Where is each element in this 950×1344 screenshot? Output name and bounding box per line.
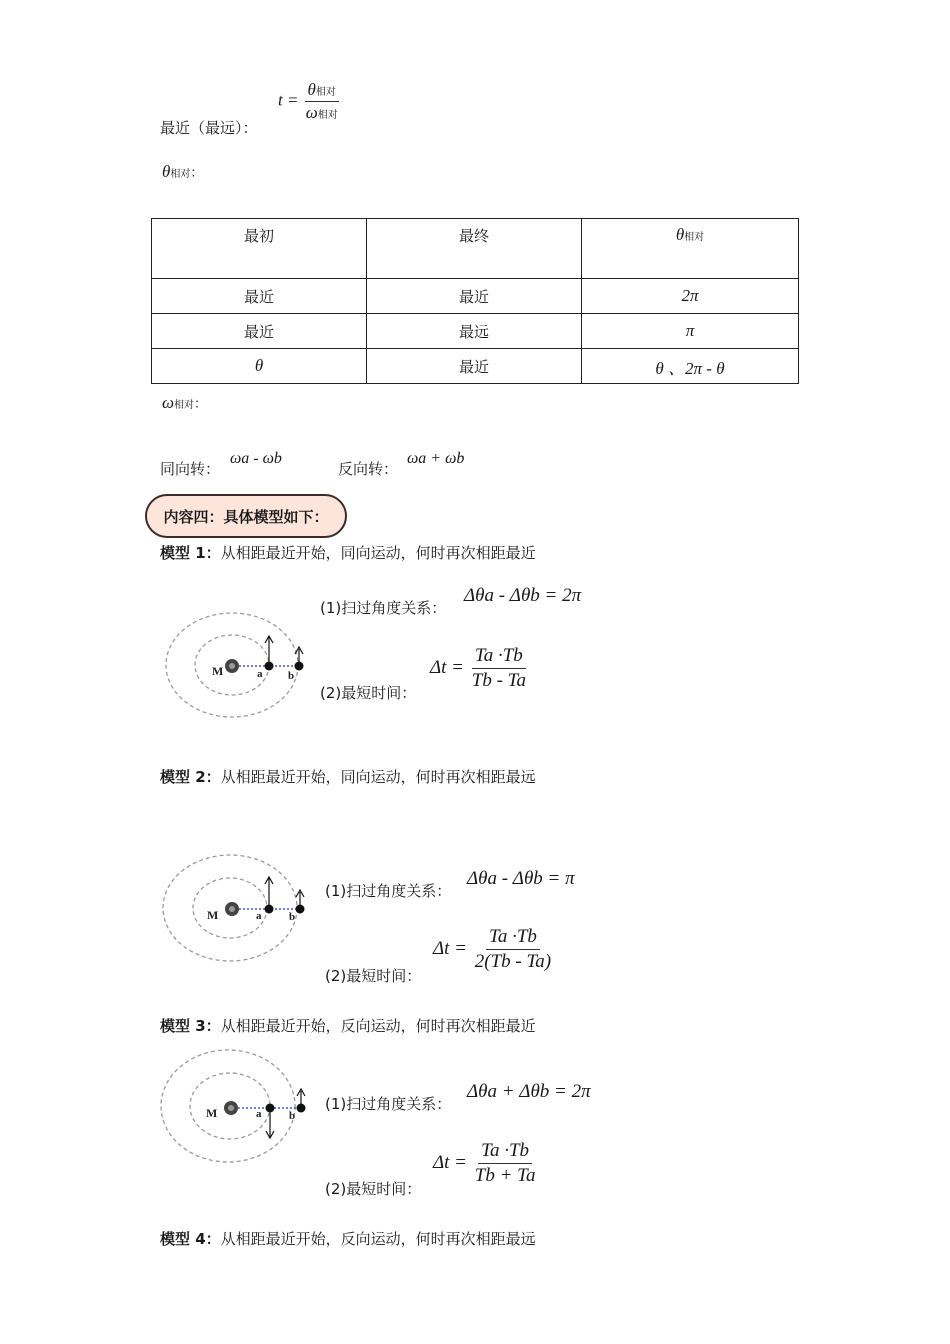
orbit-diagram-1 (160, 600, 320, 725)
satellite-a-label: a (257, 668, 263, 680)
satellite-a (265, 662, 274, 671)
table-cell: 最近 (367, 349, 582, 384)
model-1-step1-formula: Δθa - Δθb = 2π (464, 585, 582, 606)
table-row (152, 314, 799, 349)
model-2-step1-label: (1)扫过角度关系： (325, 882, 452, 900)
model-3-step2-formula: Δt = $\frac{Ta \cdot Tb}{Tb + Ta}$ (433, 1140, 536, 1186)
model-3-title: 模型 3：从相距最近开始，反向运动，何时再次相距最近 (160, 1017, 536, 1035)
t-fraction: $\frac{\text{θ相对}}{\text{ω相对}}$ (305, 80, 338, 122)
table-cell: π (582, 314, 799, 349)
orbit-diagram-3 (158, 1043, 318, 1168)
section-badge: 内容四：具体模型如下： (145, 494, 347, 538)
header-initial: 最初 (152, 219, 367, 279)
same-direction-formula: ωa - ωb (230, 450, 282, 467)
table-cell: 最远 (367, 314, 582, 349)
satellite-b (296, 905, 305, 914)
satellite-b (297, 1104, 306, 1113)
satellite-b (295, 662, 304, 671)
t-formula (278, 80, 341, 123)
model-3-step2-label: (2)最短时间： (325, 1180, 422, 1198)
center-mass-label: M (207, 908, 219, 922)
theta-rel-label: θ相对： (162, 162, 204, 181)
table-cell: θ (152, 349, 367, 384)
center-mass-label: M (212, 664, 224, 678)
opposite-direction-formula: ωa + ωb (407, 450, 465, 467)
omega-rel-label: ω相对： (162, 393, 208, 412)
model-2-title: 模型 2：从相距最近开始，同向运动，何时再次相距最远 (160, 768, 536, 786)
t-lhs: t = (278, 90, 299, 110)
orbit-diagram-2 (160, 845, 320, 970)
satellite-a-label: a (256, 1108, 262, 1120)
satellite-b-label: b (288, 670, 295, 682)
satellite-a-label: a (256, 910, 262, 922)
table-cell: 最近 (367, 279, 582, 314)
model-4-title: 模型 4：从相距最近开始，反向运动，何时再次相距最远 (160, 1230, 536, 1248)
satellite-b-label: b (289, 911, 296, 923)
table-header-row (152, 219, 799, 279)
satellite-a (266, 1104, 275, 1113)
model-2-step2-label: (2)最短时间： (325, 967, 422, 985)
header-theta-rel: θ相对 (582, 219, 799, 279)
same-direction-label: 同向转： (160, 460, 221, 478)
model-1-title: 模型 1：从相距最近开始，同向运动，何时再次相距最近 (160, 544, 536, 562)
model-2-step2-formula: Δt = $\frac{Ta \cdot Tb}{2(Tb - Ta)}$ (433, 926, 552, 972)
relative-angle-table (151, 218, 799, 384)
table-cell: 最近 (152, 314, 367, 349)
table-cell: θ 、2π - θ (582, 349, 799, 384)
table-cell: 最近 (152, 279, 367, 314)
center-mass-label: M (206, 1106, 218, 1120)
satellite-b-label: b (289, 1110, 296, 1122)
table-cell: 2π (582, 279, 799, 314)
satellite-a (265, 905, 274, 914)
model-2-step1-formula: Δθa - Δθb = π (467, 868, 575, 889)
closest-label: 最近（最远）： (160, 119, 258, 137)
header-final: 最终 (367, 219, 582, 279)
model-1-step2-label: (2)最短时间： (320, 684, 417, 702)
opposite-direction-label: 反向转： (338, 460, 399, 478)
model-1-step2-formula: Δt = $\frac{Ta \cdot Tb}{Tb - Ta}$ (430, 645, 526, 691)
model-3-step1-formula: Δθa + Δθb = 2π (467, 1081, 591, 1102)
model-1-step1-label: (1)扫过角度关系： (320, 599, 447, 617)
table-row (152, 279, 799, 314)
table-row (152, 349, 799, 384)
model-3-step1-label: (1)扫过角度关系： (325, 1095, 452, 1113)
